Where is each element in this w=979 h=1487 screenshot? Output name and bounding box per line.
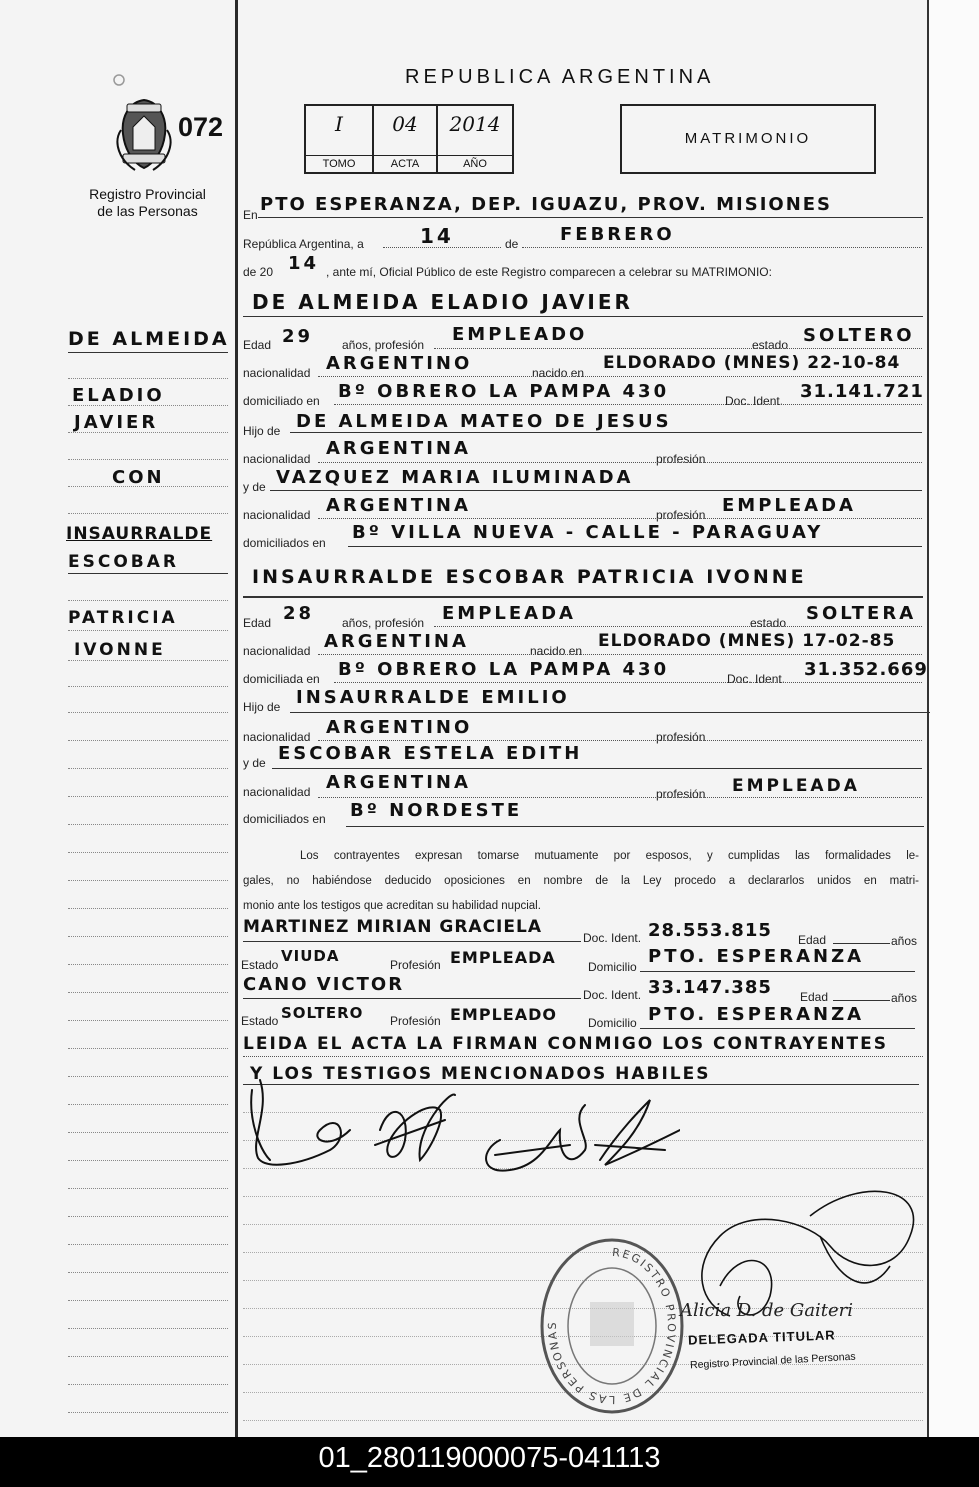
label-doc: Doc. Ident. xyxy=(727,672,786,686)
witness2-profesion: EMPLEADO xyxy=(450,1005,557,1024)
witness1-profesion: EMPLEADA xyxy=(450,948,556,967)
label-de: de xyxy=(505,237,519,251)
label-anos: años xyxy=(891,934,918,948)
margin-line xyxy=(68,964,228,965)
folio-number: 072 xyxy=(178,112,224,142)
dotted-line xyxy=(318,376,922,377)
margin-line xyxy=(68,1356,228,1357)
margin-line xyxy=(68,1412,228,1413)
document-id-footer: 01_280119000075-041113 xyxy=(0,1437,979,1487)
acta-label: ACTA xyxy=(374,155,436,172)
label-doc: Doc. Ident. xyxy=(583,931,642,945)
label-edad: Edad xyxy=(243,616,272,630)
label-republica: República Argentina, a xyxy=(243,237,364,251)
witness1-doc: 28.553.815 xyxy=(648,920,772,941)
margin-line xyxy=(68,405,228,406)
margin-line xyxy=(68,852,228,853)
margin-rule xyxy=(68,352,228,353)
margin-line xyxy=(68,1244,228,1245)
label-edad: Edad xyxy=(800,990,829,1004)
tomo-value: I xyxy=(335,112,343,136)
declaration-text xyxy=(243,844,919,919)
margin-line xyxy=(68,378,228,379)
dotted-line xyxy=(522,247,922,248)
dotted-line xyxy=(434,626,922,627)
label-domiciliados: domiciliados en xyxy=(243,812,326,826)
seal-text: REGISTRO PROVINCIAL DE LAS PERSONAS xyxy=(545,1245,679,1407)
margin-line xyxy=(68,1132,228,1133)
margin-line xyxy=(68,630,228,631)
bride-padre: INSAURRALDE EMILIO xyxy=(296,687,570,708)
margin-line xyxy=(68,486,228,487)
margin-line xyxy=(68,824,228,825)
label-y-de: y de xyxy=(243,480,266,494)
label-domicilio: Domicilio xyxy=(588,960,637,974)
witness1-domicilio: PTO. ESPERANZA xyxy=(648,946,865,967)
margin-line xyxy=(68,660,228,661)
signatures-icon xyxy=(240,1070,680,1190)
official-title: DELEGADA TITULAR xyxy=(687,1327,836,1348)
dotted-line xyxy=(434,348,922,349)
dotted-line xyxy=(318,740,922,741)
label-profesion: profesión xyxy=(656,730,706,744)
label-estado: Estado xyxy=(241,958,279,972)
record-id-box xyxy=(304,104,514,174)
margin-line xyxy=(68,1160,228,1161)
groom-doc: 31.141.721 xyxy=(800,381,924,402)
tomo-cell xyxy=(306,106,374,172)
margin-line xyxy=(68,1076,228,1077)
underline xyxy=(833,1000,890,1001)
witness1-estado: VIUDA xyxy=(281,947,340,965)
place: PTO ESPERANZA, DEP. IGUAZU, PROV. MISIONES xyxy=(260,194,833,215)
bride-domicilio: Bº OBRERO LA PAMPA 430 xyxy=(338,659,670,680)
left-margin-rule xyxy=(235,0,238,1437)
witness2-domicilio: PTO. ESPERANZA xyxy=(648,1004,865,1025)
registry-line-1: Registro Provincial xyxy=(89,186,206,202)
label-edad: Edad xyxy=(243,338,272,352)
label-nacionalidad: nacionalidad xyxy=(243,452,311,466)
label-profesion: profesión xyxy=(656,452,706,466)
groom-nacido: ELDORADO (MNES) 22-10-84 xyxy=(603,353,901,373)
label-estado: estado xyxy=(752,338,789,352)
witness2-estado: SOLTERO xyxy=(281,1004,364,1022)
groom-edad: 29 xyxy=(282,326,314,347)
label-edad: Edad xyxy=(798,933,827,947)
groom-madre: VAZQUEZ MARIA ILUMINADA xyxy=(276,467,634,488)
day: 14 xyxy=(420,224,454,248)
bride-padre-nacionalidad: ARGENTINO xyxy=(326,717,473,738)
groom-madre-nacionalidad: ARGENTINA xyxy=(326,495,471,516)
bride-nacido: ELDORADO (MNES) 17-02-85 xyxy=(598,631,896,651)
margin-line xyxy=(68,1048,228,1049)
witness2-doc: 33.147.385 xyxy=(648,977,772,998)
label-profesion: profesión xyxy=(656,508,706,522)
label-nacionalidad: nacionalidad xyxy=(243,785,311,799)
margin-surname-3: ESCOBAR xyxy=(68,552,179,572)
groom-padres-domicilio: Bº VILLA NUEVA - CALLE - PARAGUAY xyxy=(352,522,824,543)
margin-line xyxy=(68,880,228,881)
underline xyxy=(243,316,923,317)
misiones-emblem-icon xyxy=(105,72,183,180)
margin-line xyxy=(68,1272,228,1273)
bride-nacionalidad: ARGENTINA xyxy=(324,631,469,652)
margin-line xyxy=(68,1328,228,1329)
margin-line xyxy=(68,600,228,601)
underline xyxy=(270,490,922,491)
groom-padre-nacionalidad: ARGENTINA xyxy=(326,438,471,459)
witness1-name: MARTINEZ MIRIAN GRACIELA xyxy=(243,917,542,937)
bride-padres-domicilio: Bº NORDESTE xyxy=(350,800,523,821)
underline xyxy=(346,826,924,827)
label-nacido: nacido en xyxy=(532,366,585,380)
underline xyxy=(290,432,922,433)
underline xyxy=(243,998,581,999)
label-nacionalidad: nacionalidad xyxy=(243,730,311,744)
label-doc: Doc. Ident. xyxy=(725,394,784,408)
label-hijo: Hijo de xyxy=(243,424,281,438)
dotted-line xyxy=(318,462,922,463)
underline xyxy=(640,1028,915,1029)
intro-text: , ante mí, Oficial Público de este Registro comparecen a celebrar su MATRIMONIO: xyxy=(326,265,772,279)
dotted-line xyxy=(334,404,922,405)
margin-line xyxy=(68,740,228,741)
official-office: Registro Provincial de las Personas xyxy=(689,1350,856,1372)
dotted-line xyxy=(383,247,501,248)
act-type-box: MATRIMONIO xyxy=(620,104,876,174)
margin-line xyxy=(68,1020,228,1021)
right-strip xyxy=(929,0,979,1437)
groom-padre: DE ALMEIDA MATEO DE JESUS xyxy=(296,411,672,432)
margin-line xyxy=(68,1104,228,1105)
margin-line xyxy=(68,1384,228,1385)
declaration-line-1: Los contrayentes expresan tomarse mutuamente por esposos, y cumplidas las formalidades le- xyxy=(300,850,919,862)
label-anos: años xyxy=(891,991,918,1005)
margin-line xyxy=(68,936,228,937)
label-domiciliado: domiciliado en xyxy=(243,394,320,408)
margin-name-3: PATRICIA xyxy=(68,608,178,628)
margin-con: CON xyxy=(112,467,165,488)
bride-madre-profesion: EMPLEADA xyxy=(732,776,860,796)
dotted-line xyxy=(318,797,922,798)
label-estado: Estado xyxy=(241,1014,279,1028)
label-domiciliada: domiciliada en xyxy=(243,672,320,686)
label-anos-profesion: años, profesión xyxy=(342,616,425,630)
registry-name xyxy=(70,186,225,220)
dotted-line xyxy=(318,518,922,519)
underline xyxy=(243,596,923,598)
acta-cell xyxy=(374,106,438,172)
underline xyxy=(348,546,922,547)
dotted-line xyxy=(318,654,922,655)
month: FEBRERO xyxy=(560,224,675,245)
margin-line xyxy=(68,712,228,713)
bride-doc: 31.352.669 xyxy=(804,659,928,680)
groom-nacionalidad: ARGENTINO xyxy=(326,353,473,374)
underline xyxy=(290,712,930,713)
underline xyxy=(243,941,581,942)
label-en: En xyxy=(243,208,258,222)
label-year: de 20 xyxy=(243,265,274,279)
acta-value: 04 xyxy=(392,112,418,136)
label-nacionalidad: nacionalidad xyxy=(243,366,311,380)
margin-line xyxy=(68,796,228,797)
groom-name: DE ALMEIDA ELADIO JAVIER xyxy=(252,290,633,314)
bride-edad: 28 xyxy=(283,603,315,624)
anio-cell xyxy=(438,106,512,172)
margin-surname: DE ALMEIDA xyxy=(68,328,230,350)
margin-line xyxy=(68,686,228,687)
margin-name-4: IVONNE xyxy=(74,640,166,660)
year: 14 xyxy=(288,253,320,274)
underline xyxy=(258,217,923,218)
label-domicilio: Domicilio xyxy=(588,1016,637,1030)
margin-line xyxy=(68,768,228,769)
label-y-de: y de xyxy=(243,756,266,770)
closing-line-2: Y LOS TESTIGOS MENCIONADOS HABILES xyxy=(250,1064,711,1084)
label-hijo: Hijo de xyxy=(243,700,281,714)
groom-domicilio: Bº OBRERO LA PAMPA 430 xyxy=(338,381,670,402)
witness2-name: CANO VICTOR xyxy=(243,974,405,995)
margin-line xyxy=(68,1216,228,1217)
margin-line xyxy=(68,459,228,460)
margin-line xyxy=(68,992,228,993)
margin-name-2: JAVIER xyxy=(74,412,159,433)
groom-estado: SOLTERO xyxy=(803,325,915,346)
label-profesion: Profesión xyxy=(390,958,441,972)
groom-profesion: EMPLEADO xyxy=(452,324,588,345)
underline xyxy=(640,971,915,972)
label-estado: estado xyxy=(750,616,787,630)
label-domiciliados: domiciliados en xyxy=(243,536,326,550)
republic-title: REPUBLICA ARGENTINA xyxy=(405,66,715,88)
declaration-line-3: monio ante los testigos que acreditan su habilidad nupcial. xyxy=(243,900,541,912)
margin-line xyxy=(68,1188,228,1189)
registry-line-2: de las Personas xyxy=(97,203,198,219)
margin-rule xyxy=(68,573,228,574)
declaration-line-2: gales, no habiéndose deducido oposiciones en nombre de la Ley procedo a declararlos unidos en matri- xyxy=(243,875,919,887)
label-anos-profesion: años, profesión xyxy=(342,338,425,352)
blank-line xyxy=(243,1420,923,1421)
dotted-line xyxy=(334,682,922,683)
groom-madre-profesion: EMPLEADA xyxy=(722,495,856,516)
tomo-label: TOMO xyxy=(306,155,372,172)
official-signature-name: Alicia D. de Gaiteri xyxy=(680,1300,854,1321)
closing-line-1: LEIDA EL ACTA LA FIRMAN CONMIGO LOS CONTRAYENTES xyxy=(243,1034,888,1054)
bride-madre: ESCOBAR ESTELA EDITH xyxy=(278,743,583,764)
label-profesion: Profesión xyxy=(390,1014,441,1028)
label-profesion: profesión xyxy=(656,787,706,801)
underline xyxy=(833,943,890,944)
margin-line xyxy=(68,513,228,514)
bride-estado: SOLTERA xyxy=(806,603,917,624)
label-nacionalidad: nacionalidad xyxy=(243,508,311,522)
label-nacionalidad: nacionalidad xyxy=(243,644,311,658)
label-doc: Doc. Ident. xyxy=(583,988,642,1002)
bride-profesion: EMPLEADA xyxy=(442,603,576,624)
label-nacido: nacido en xyxy=(530,644,583,658)
margin-name-1: ELADIO xyxy=(72,385,165,406)
anio-label: AÑO xyxy=(438,155,512,172)
margin-line xyxy=(68,908,228,909)
bride-name: INSAURRALDE ESCOBAR PATRICIA IVONNE xyxy=(252,566,807,588)
anio-value: 2014 xyxy=(449,112,501,136)
margin-surname-2: INSAURRALDE xyxy=(66,524,213,544)
dotted-line xyxy=(243,1056,923,1057)
bride-madre-nacionalidad: ARGENTINA xyxy=(326,772,471,793)
margin-line xyxy=(68,432,228,433)
underline xyxy=(272,768,922,769)
margin-line xyxy=(68,1300,228,1301)
